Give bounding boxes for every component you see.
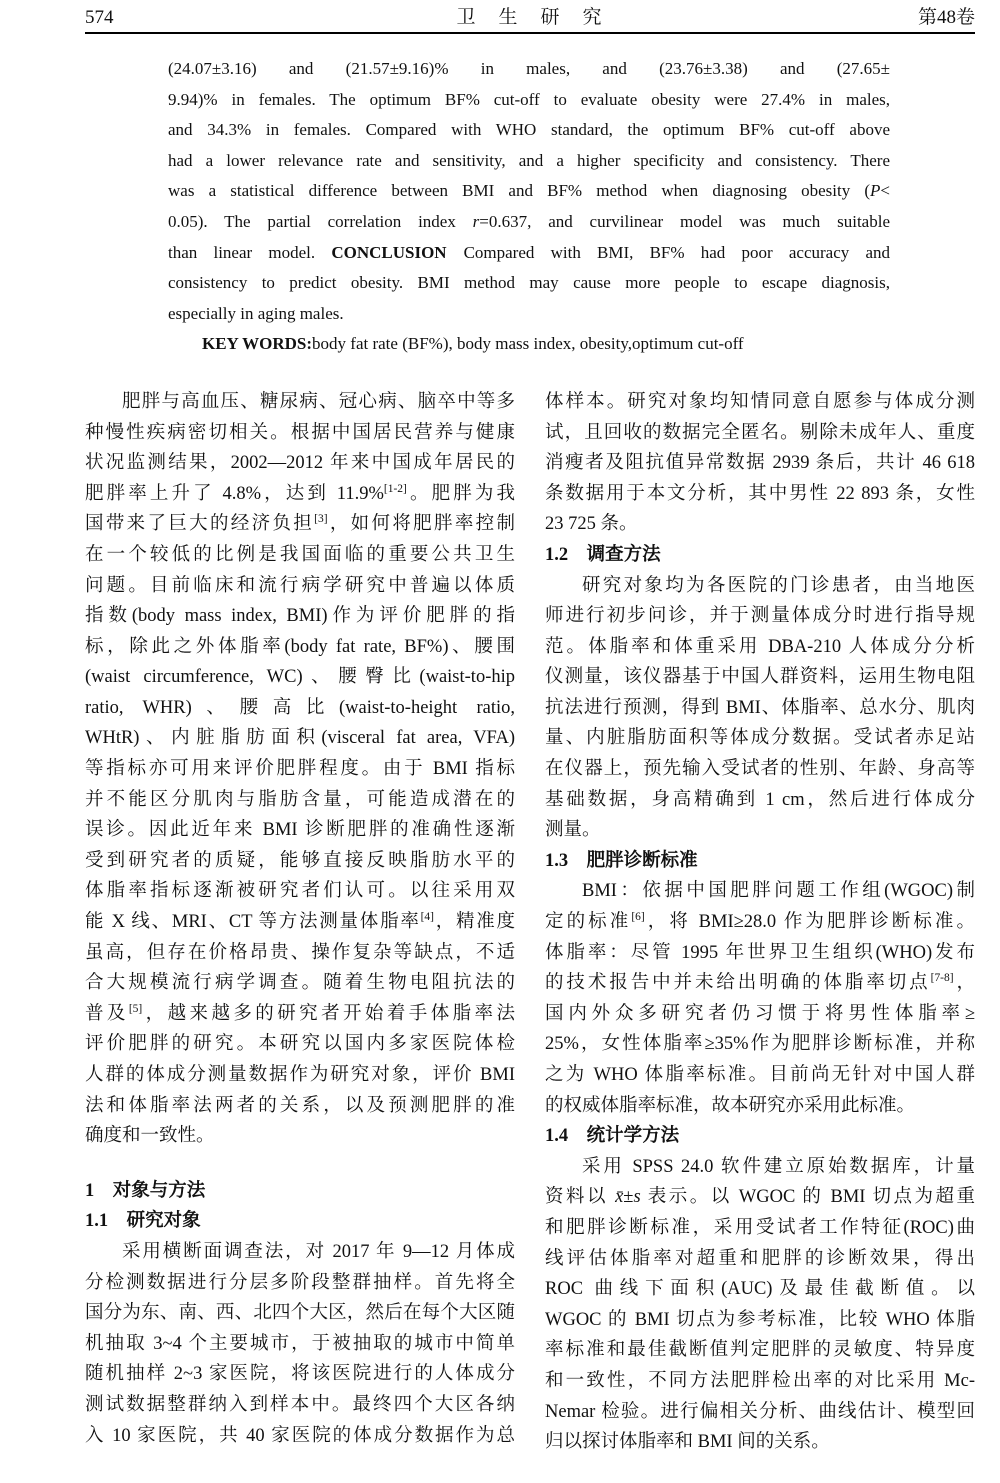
text-line: Nemar 检验。进行偏相关分析、曲线估计、模型回 bbox=[545, 1401, 975, 1422]
text-line: 误诊。因此近年来 BMI 诊断肥胖的准确性逐渐 bbox=[85, 820, 515, 841]
text-line: 入 10 家医院，共 40 家医院的体成分数据作为总 bbox=[85, 1425, 515, 1446]
text-line: 虽高，但存在价格昂贵、操作复杂等缺点，不适 bbox=[85, 942, 515, 963]
text-line: 采用横断面调查法，对 2017 年 9—12 月体成 bbox=[122, 1241, 515, 1262]
text-line: 仪测量，该仪器基于中国人群资料，运用生物电阻 bbox=[545, 667, 975, 688]
text-line: 体脂率：尽管 1995 年世界卫生组织(WHO)发布 bbox=[545, 942, 975, 963]
section-heading: 1.3 肥胖诊断标准 bbox=[545, 850, 698, 871]
text-line: than linear model. CONCLUSION Compared with BMI, BF% had poor accuracy and bbox=[168, 242, 890, 262]
text-line: BMI：依据中国肥胖问题工作组(WGOC)制 bbox=[582, 881, 975, 902]
text-line: 量、内脏脂肪面积等体成分数据。受试者赤足站 bbox=[545, 728, 975, 749]
text-line: 的权威体脂率标准，故本研究亦采用此标准。 bbox=[545, 1095, 916, 1116]
text-line: 状况监测结果，2002—2012 年来中国成年居民的 bbox=[85, 453, 515, 474]
text-line: 师进行初步问诊，并于测量体成分时进行指导规 bbox=[545, 606, 975, 627]
text-line: 等指标亦可用来评价肥胖程度。由于 BMI 指标 bbox=[85, 759, 515, 780]
text-line: 9.94)% in females. The optimum BF% cut-off to evaluate obesity were 27.4% in males, bbox=[168, 89, 890, 109]
page-header bbox=[85, 6, 975, 34]
text-line: 指数(body mass index, BMI)作为评价肥胖的指 bbox=[85, 606, 515, 627]
page-number: 574 bbox=[85, 7, 114, 28]
text-line: 之为 WHO 体脂率标准。目前尚无针对中国人群 bbox=[545, 1065, 975, 1085]
text-line: 体样本。研究对象均知情同意自愿参与体成分测 bbox=[545, 391, 975, 412]
right-column bbox=[545, 387, 975, 1458]
text-line: 测试数据整群纳入到样本中。最终四个大区各纳 bbox=[85, 1394, 515, 1415]
text-line: 范。体脂率和体重采用 DBA-210 人体成分分析 bbox=[545, 636, 975, 657]
text-line: ratio, WHR)、腰高比(waist-to-height ratio, bbox=[85, 697, 515, 718]
text-line: (24.07±3.16) and (21.57±9.16)% in males, and (23.76±3.38) and (27.65± bbox=[168, 59, 890, 78]
text-line: WGOC 的 BMI 切点为参考标准，比较 WHO 体脂 bbox=[545, 1309, 975, 1330]
section-heading: 1.2 调查方法 bbox=[545, 544, 661, 565]
text-line: 种慢性疾病密切相关。根据中国居民营养与健康 bbox=[85, 422, 515, 443]
two-column-body bbox=[85, 387, 975, 1458]
text-line: 0.05). The partial correlation index r=0.637, and curvilinear model was much suitable bbox=[168, 211, 890, 231]
text-line: 合大规模流行病学调查。随着生物电阻抗法的 bbox=[85, 973, 515, 994]
section-heading: 1.4 统计学方法 bbox=[545, 1126, 680, 1147]
text-line: 在仪器上，预先输入受试者的性别、年龄、身高等 bbox=[545, 759, 975, 780]
text-line: 线评估体脂率对超重和肥胖的诊断效果，得出 bbox=[545, 1248, 975, 1269]
text-line: 和一致性，不同方法肥胖检出率的对比采用 Mc- bbox=[545, 1370, 975, 1391]
text-line: 受到研究者的质疑，能够直接反映脂肪水平的 bbox=[85, 850, 515, 871]
text-line: 23 725 条。 bbox=[545, 514, 638, 535]
text-line: 的技术报告中并未给出明确的体脂率切点[7-8]， bbox=[545, 972, 975, 994]
text-line: 法和体脂率法两者的关系，以及预测肥胖的准 bbox=[85, 1095, 515, 1116]
text-line: ROC 曲线下面积(AUC)及最佳截断值。以 bbox=[545, 1279, 975, 1300]
text-line: was a statistical difference between BMI and BF% method when diagnosing obesity (P< bbox=[168, 181, 890, 201]
text-line: 标，除此之外体脂率(body fat rate, BF%)、腰围 bbox=[85, 636, 515, 657]
text-line: 消瘦者及阻抗值异常数据 2939 条后，共计 46 618 bbox=[545, 453, 975, 474]
text-line: 抗法进行预测，得到 BMI、体脂率、总水分、肌肉 bbox=[545, 697, 975, 718]
text-line: consistency to predict obesity. BMI method may cause more people to escape diagnosis, bbox=[168, 273, 890, 293]
text-line: 能 X 线、MRI、CT 等方法测量体脂率[4]，精准度 bbox=[85, 910, 515, 933]
text-line: 研究对象均为各医院的门诊患者，由当地医 bbox=[582, 575, 975, 596]
section-heading: 1 对象与方法 bbox=[85, 1180, 206, 1201]
text-line: 机抽取 3~4 个主要城市，于被抽取的城市中简单 bbox=[85, 1333, 515, 1354]
text-line: 测量。 bbox=[545, 820, 601, 841]
text-line: 条数据用于本文分析，其中男性 22 893 条，女性 bbox=[545, 483, 975, 504]
text-line: 和肥胖诊断标准，采用受试者工作特征(ROC)曲 bbox=[545, 1217, 975, 1238]
text-line: 国内外众多研究者仍习惯于将男性体脂率≥ bbox=[545, 1003, 975, 1024]
text-line: 肥胖率上升了 4.8%，达到 11.9%[1-2]。肥胖为我 bbox=[85, 482, 515, 504]
left-column bbox=[85, 387, 515, 1458]
text-line: KEY WORDS:body fat rate (BF%), body mass index, obesity,optimum cut-off bbox=[202, 334, 744, 354]
text-line: 定的标准[6]，将 BMI≥28.0 作为肥胖诊断标准。 bbox=[545, 910, 975, 933]
text-line: 并不能区分肌肉与脂肪含量，可能造成潜在的 bbox=[85, 789, 515, 810]
text-line: 国分为东、南、西、北四个大区，然后在每个大区随 bbox=[85, 1303, 515, 1324]
text-line: 肥胖与高血压、糖尿病、冠心病、脑卒中等多 bbox=[122, 391, 515, 412]
text-line: and 34.3% in females. Compared with WHO standard, the optimum BF% cut-off above bbox=[168, 120, 890, 140]
text-line: 确度和一致性。 bbox=[85, 1126, 215, 1147]
abstract-continuation bbox=[168, 54, 890, 360]
text-line: 问题。目前临床和流行病学研究中普遍以体质 bbox=[85, 575, 515, 596]
text-line: 试，且回收的数据完全匿名。剔除未成年人、重度 bbox=[545, 422, 975, 443]
text-line: 国带来了巨大的经济负担[3]，如何将肥胖率控制 bbox=[85, 513, 515, 535]
text-line: 率标准和最佳截断值判定肥胖的灵敏度、特异度 bbox=[545, 1340, 975, 1361]
section-heading: 1.1 研究对象 bbox=[85, 1211, 201, 1232]
text-line: 随机抽样 2~3 家医院，将该医院进行的人体成分 bbox=[85, 1364, 515, 1385]
text-line: 在一个较低的比例是我国面临的重要公共卫生 bbox=[85, 544, 515, 565]
text-line: 评价肥胖的研究。本研究以国内多家医院体检 bbox=[85, 1034, 515, 1055]
text-line: 人群的体成分测量数据作为研究对象，评价 BMI bbox=[85, 1065, 515, 1085]
journal-page bbox=[85, 0, 975, 1458]
text-line: 25%，女性体脂率≥35%作为肥胖诊断标准，并称 bbox=[545, 1034, 975, 1055]
text-line: (waist circumference, WC)、腰臀比(waist-to-hip bbox=[85, 667, 515, 688]
volume-label: 第48卷 bbox=[917, 7, 975, 28]
text-line: 体脂率指标逐渐被研究者们认可。以往采用双 bbox=[85, 881, 515, 902]
text-line: 采用 SPSS 24.0 软件建立原始数据库，计量 bbox=[582, 1156, 975, 1177]
text-line: had a lower relevance rate and sensitivity, and a higher specificity and consistency. There bbox=[168, 150, 890, 170]
text-line: 分检测数据进行分层多阶段整群抽样。首先将全 bbox=[85, 1272, 515, 1293]
text-line: 基础数据，身高精确到 1 cm，然后进行体成分 bbox=[545, 789, 975, 810]
journal-title: 卫 生 研 究 bbox=[456, 7, 604, 28]
text-line: 普及[5]，越来越多的研究者开始着手体脂率法 bbox=[85, 1002, 515, 1024]
text-line: 归以探讨体脂率和 BMI 间的关系。 bbox=[545, 1432, 830, 1453]
text-line: WHtR)、内脏脂肪面积(visceral fat area, VFA) bbox=[85, 728, 515, 749]
text-line: 资料以 x̄±s 表示。以 WGOC 的 BMI 切点为超重 bbox=[545, 1187, 975, 1208]
text-line: especially in aging males. bbox=[168, 303, 344, 323]
